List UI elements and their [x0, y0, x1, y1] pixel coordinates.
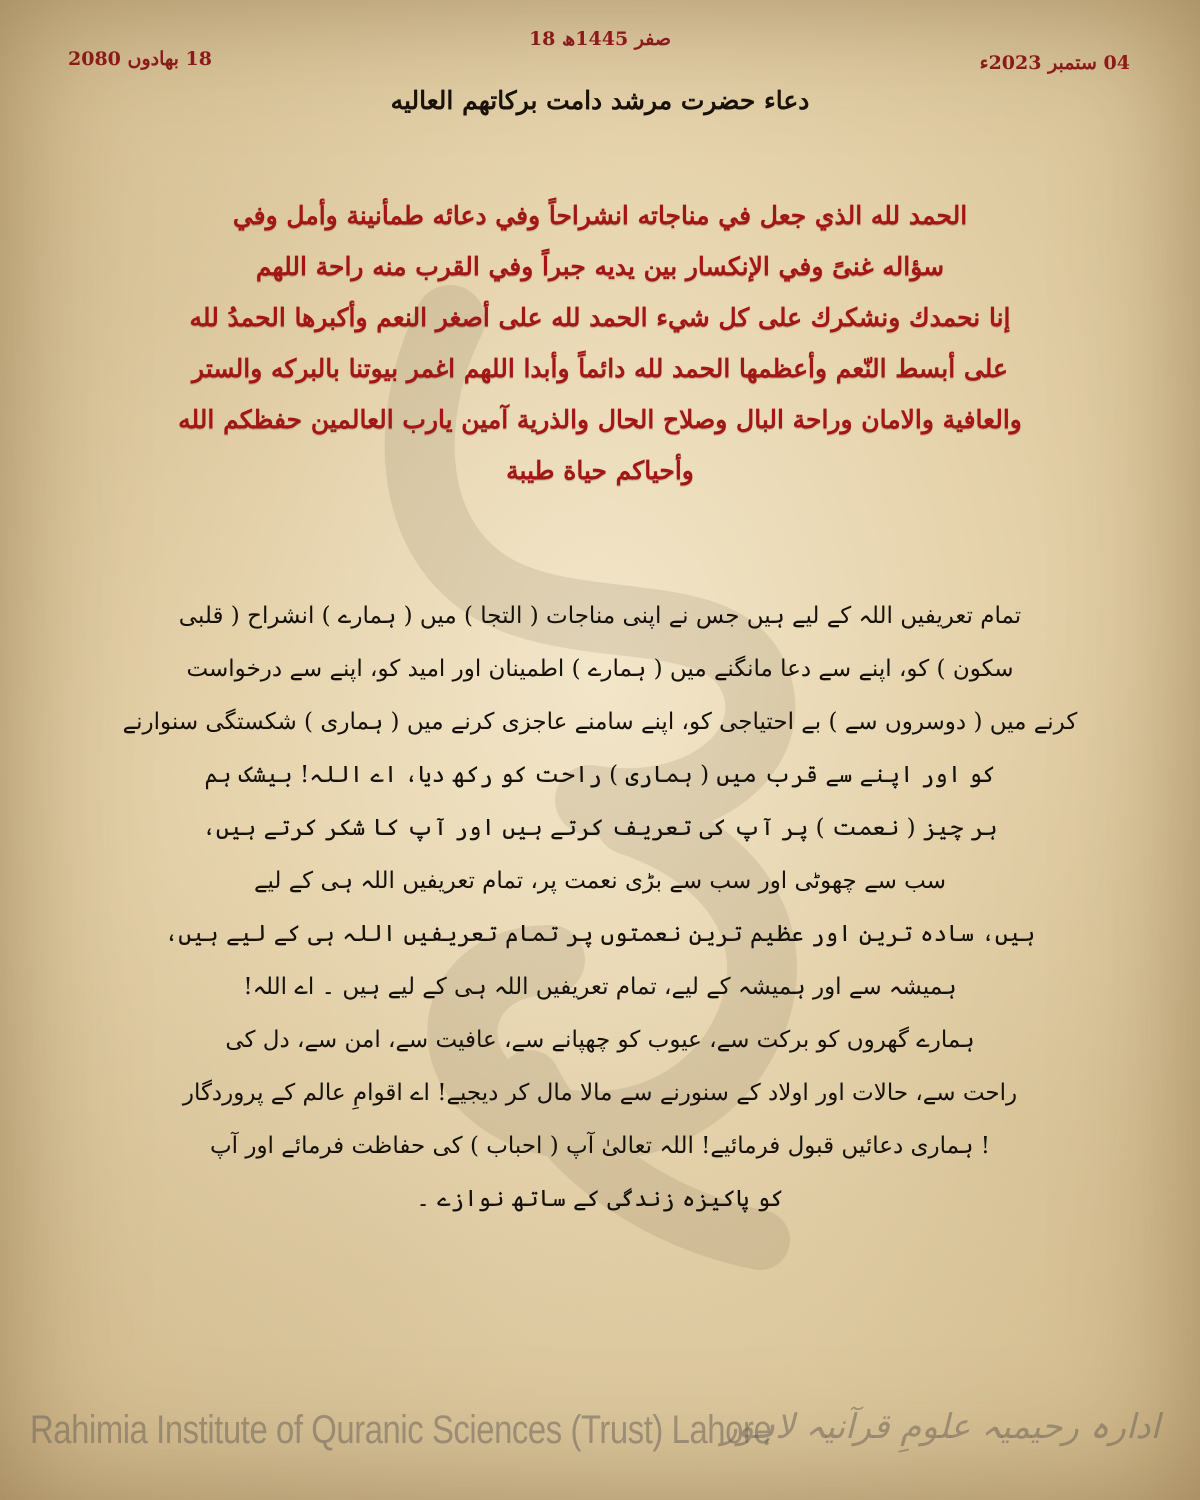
arabic-line: سؤاله غنىً وفي الإنكسار بين يديه جبراً وفي القرب منه راحة اللهم [255, 252, 945, 281]
urdu-line: راحت سے، حالات اور اولاد کے سنورنے سے مالا مال کر دیجیے! اے اقوامِ عالم کے پروردگار [182, 1080, 1018, 1106]
arabic-line: الحمد لله الذي جعل في مناجاته انشراحاً وفي دعائه طمأنينة وأمل وفي [232, 201, 968, 230]
arabic-line: والعافية والامان وراحة البال وصلاح الحال والذرية آمين يارب العالمين حفظكم الله [178, 405, 1022, 434]
urdu-translation [80, 590, 1120, 1226]
arabic-line: إنا نحمدك ونشكرك على كل شيء الحمد لله على أصغر النعم وأكبرها الحمدُ لله [189, 303, 1011, 332]
footer [0, 1400, 1200, 1470]
urdu-line: ہیں، سادہ ترین اور عظیم ترین نعمتوں پر تمام تعریفیں اللہ ہی کے لیے ہیں، [164, 921, 1036, 947]
date-gregorian: 04 ستمبر 2023ء [979, 52, 1130, 74]
urdu-line: ہمارے گھروں کو برکت سے، عیوب کو چھپانے سے، عافیت سے، امن سے، دل کی [225, 1027, 975, 1053]
urdu-line: کو اور اپنے سے قرب میں ( ہماری ) راحت کو رکھ دیا، اے اللہ! بیشک ہم [204, 762, 996, 788]
urdu-line: سکون ) کو، اپنے سے دعا مانگنے میں ( ہمارے ) اطمینان اور امید کو، اپنے سے درخواست [186, 656, 1014, 682]
arabic-prayer [60, 190, 1140, 496]
urdu-line: کرنے میں ( دوسروں سے ) بے احتیاجی کو، اپنے سامنے عاجزی کرنے میں ( ہماری ) شکستگی سنوارنے [122, 709, 1078, 735]
page-title: دعاء حضرت مرشد دامت بركاتهم العاليه [390, 86, 810, 115]
urdu-line: سب سے چھوٹی اور سب سے بڑی نعمت پر، تمام تعریفیں اللہ ہی کے لیے [253, 868, 947, 894]
arabic-line: وأحياكم حياة طيبة [506, 456, 694, 485]
urdu-line: تمام تعریفیں اللہ کے لیے ہیں جس نے اپنی مناجات ( التجا ) میں ( ہمارے ) انشراح ( قلبی [178, 603, 1022, 629]
urdu-line: ! ہماری دعائیں قبول فرمائیے! اللہ تعالیٰ آپ ( احباب ) کی حفاظت فرمائے اور آپ [209, 1133, 990, 1159]
urdu-line: کو پاکیزہ زندگی کے ساتھ نوازے ۔ [416, 1186, 784, 1212]
date-bikrami: 18 بھادوں 2080 [68, 48, 212, 70]
urdu-line: ہمیشہ سے اور ہمیشہ کے لیے، تمام تعریفیں اللہ ہی کے لیے ہیں ۔ اے اللہ! [243, 974, 957, 1000]
arabic-line: على أبسط النّعم وأعظمها الحمد لله دائماً وأبدا اللهم اغمر بيوتنا بالبركه والستر [192, 354, 1008, 383]
institute-name-english: Rahimia Institute of Quranic Sciences (Trust) Lahore [30, 1408, 772, 1452]
date-hijri: 18 صفر 1445ھ [528, 28, 672, 50]
urdu-line: ہر چیز ( نعمت ) پر آپ کی تعریف کرتے ہیں اور آپ کا شکر کرتے ہیں، [202, 815, 998, 841]
institute-name-urdu: ادارہ رحیمیہ علومِ قرآنیہ لاہور [721, 1407, 1160, 1447]
